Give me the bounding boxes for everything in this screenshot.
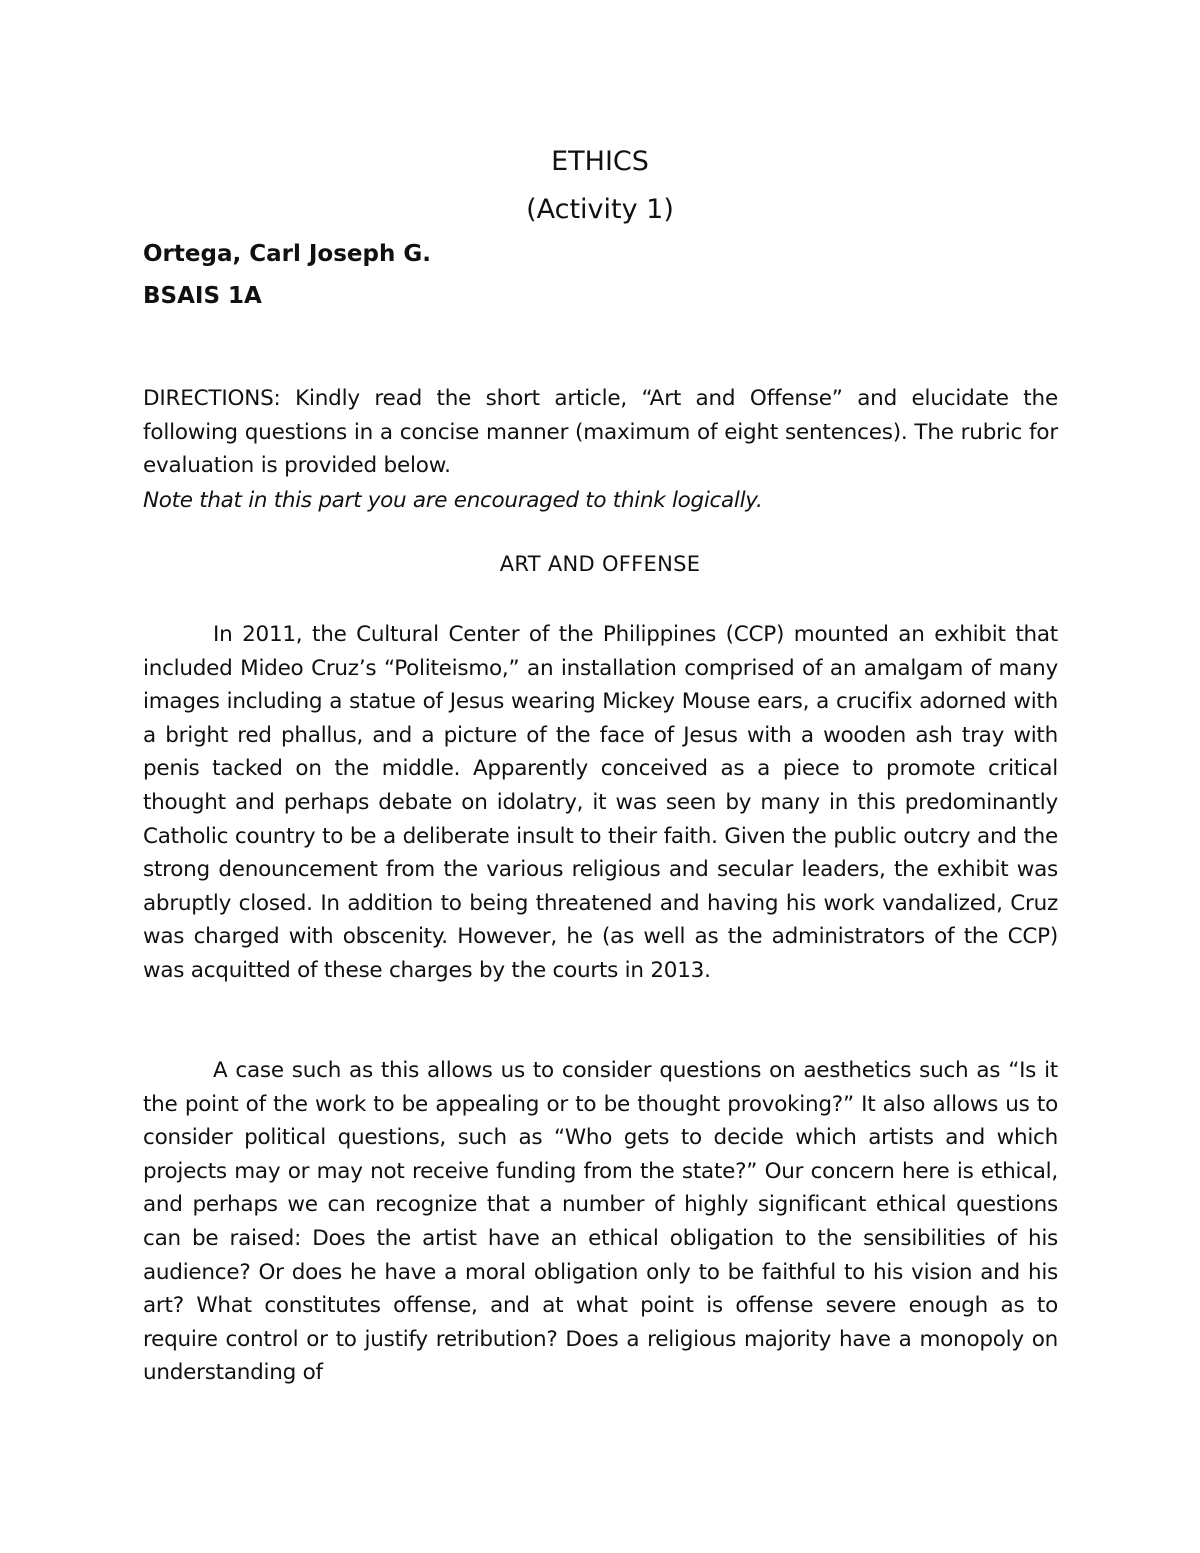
article-paragraph-1: In 2011, the Cultural Center of the Philippines (CCP) mounted an exhibit that included Mideo Cruz’s “Politeismo,” an installation comprised of an amalgam of many images including a statue of Jesus wearing Mickey Mouse ears, a crucifix adorned with a bright red phallus, and a picture of the face of Jesus with a wooden ash tray with penis tacked on the middle. Apparently conceived as a piece to promote critical thought and perhaps debate on idolatry, it was seen by many in this predominantly Catholic country to be a deliberate insult to their faith. Given the public outcry and the strong denouncement from the various religious and secular leaders, the exhibit was abruptly closed. In addition to being threatened and having his work vandalized, Cruz was charged with obscenity. However, he (as well as the administrators of the CCP) was acquitted of these charges by the courts in 2013. [143,622,1058,983]
article-heading: ART AND OFFENSE [499,552,701,576]
document-title: ETHICS [551,146,649,177]
article-paragraph-2: A case such as this allows us to consider questions on aesthetics such as “Is it the point of the work to be appealing or to be thought provoking?” It also allows us to consider political questions, such as “Who gets to decide which artists and which projects may or may not receive funding from the state?” Our concern here is ethical, and perhaps we can recognize that a number of highly significant ethical questions can be raised: Does the artist have an ethical obligation to the sensibilities of his audience? Or does he have a moral obligation only to be faithful to his vision and his art? What constitutes offense, and at what point is offense severe enough as to require control or to justify retribution? Does a religious majority have a monopoly on understanding of [143,1058,1058,1386]
directions-text: DIRECTIONS: Kindly read the short article, “Art and Offense” and elucidate the following questions in a concise manner (maximum of eight sentences). The rubric for evaluation is provided below. [143,386,1058,479]
student-name: Ortega, Carl Joseph G. [143,241,431,267]
directions-note: Note that in this part you are encouraged to think logically. [143,488,763,513]
document-subtitle: (Activity 1) [526,194,674,225]
student-section: BSAIS 1A [143,283,262,309]
